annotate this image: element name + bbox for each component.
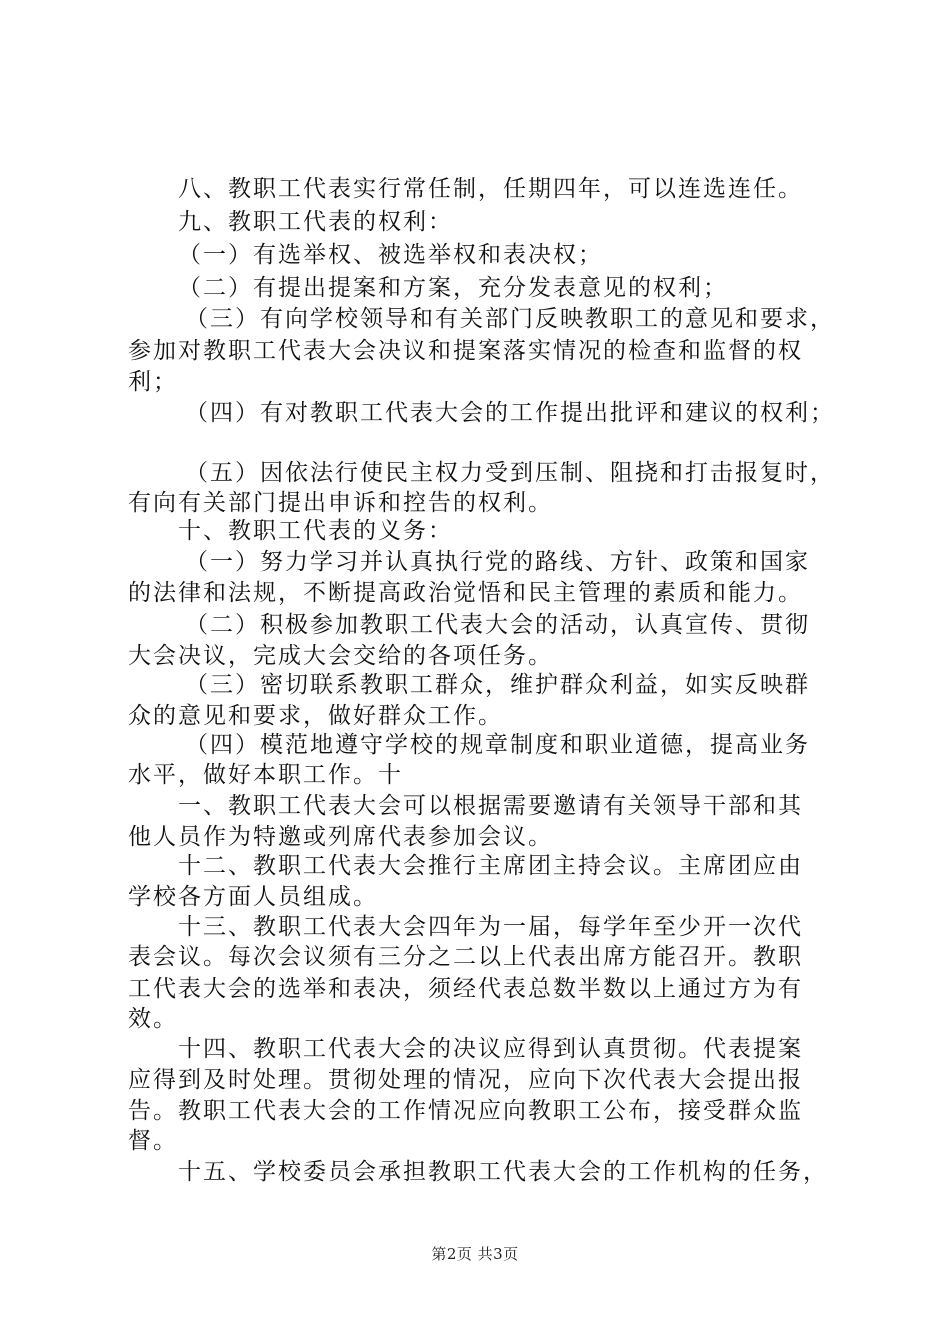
text-line: 一、教职工代表大会可以根据需要邀请有关领导干部和其 (178, 793, 803, 819)
text-line: 工代表大会的选举和表决，须经代表总数半数以上通过方为有 (128, 976, 803, 1002)
text-line: 十四、教职工代表大会的决议应得到认真贯彻。代表提案 (178, 1036, 803, 1062)
text-line: 他人员作为特邀或列席代表参加会议。 (128, 824, 553, 850)
text-line: 十五、学校委员会承担教职工代表大会的工作机构的任务， (178, 1159, 828, 1185)
text-line: 有向有关部门提出申诉和控告的权利。 (128, 490, 553, 516)
text-line: 大会决议，完成大会交给的各项任务。 (128, 643, 553, 669)
text-line: （二）有提出提案和方案，充分发表意见的权利； (178, 275, 728, 301)
text-line: 水平，做好本职工作。十 (128, 762, 403, 788)
text-line: （三）密切联系教职工群众，维护群众利益，如实反映群 (185, 672, 810, 698)
text-line: 学校各方面人员组成。 (128, 884, 378, 910)
text-line: 的法律和法规，不断提高政治觉悟和民主管理的素质和能力。 (128, 580, 803, 606)
text-line: 十二、教职工代表大会推行主席团主持会议。主席团应由 (178, 853, 803, 879)
text-line: 十、教职工代表的义务： (178, 518, 453, 544)
text-line: （五）因依法行使民主权力受到压制、阻挠和打击报复时， (185, 460, 835, 486)
text-line: 效。 (128, 1006, 178, 1032)
text-line: （一）有选举权、被选举权和表决权； (178, 242, 603, 268)
text-line: （四）模范地遵守学校的规章制度和职业道德，提高业务 (185, 732, 810, 758)
text-line: （四）有对教职工代表大会的工作提出批评和建议的权利； (185, 400, 835, 426)
text-line: 应得到及时处理。贯彻处理的情况，应向下次代表大会提出报 (128, 1067, 803, 1093)
text-line: （二）积极参加教职工代表大会的活动，认真宣传、贯彻 (185, 612, 810, 638)
text-line: 告。教职工代表大会的工作情况应向教职工公布，接受群众监 (128, 1098, 803, 1124)
text-line: 督。 (128, 1128, 178, 1154)
text-line: （三）有向学校领导和有关部门反映教职工的意见和要求， (185, 306, 835, 332)
page-number-footer: 第2页 共3页 (431, 1245, 519, 1263)
text-line: 众的意见和要求，做好群众工作。 (128, 703, 503, 729)
text-line: 八、教职工代表实行常任制，任期四年，可以连选连任。 (178, 176, 803, 202)
text-line: 表会议。每次会议须有三分之二以上代表出席方能召开。教职 (128, 944, 803, 970)
text-line: 参加对教职工代表大会决议和提案落实情况的检查和监督的权 (128, 338, 803, 364)
text-line: 九、教职工代表的权利： (178, 209, 453, 235)
text-line: （一）努力学习并认真执行党的路线、方针、政策和国家 (185, 549, 810, 575)
text-line: 十三、教职工代表大会四年为一届，每学年至少开一次代 (178, 914, 803, 940)
text-line: 利； (128, 369, 178, 395)
